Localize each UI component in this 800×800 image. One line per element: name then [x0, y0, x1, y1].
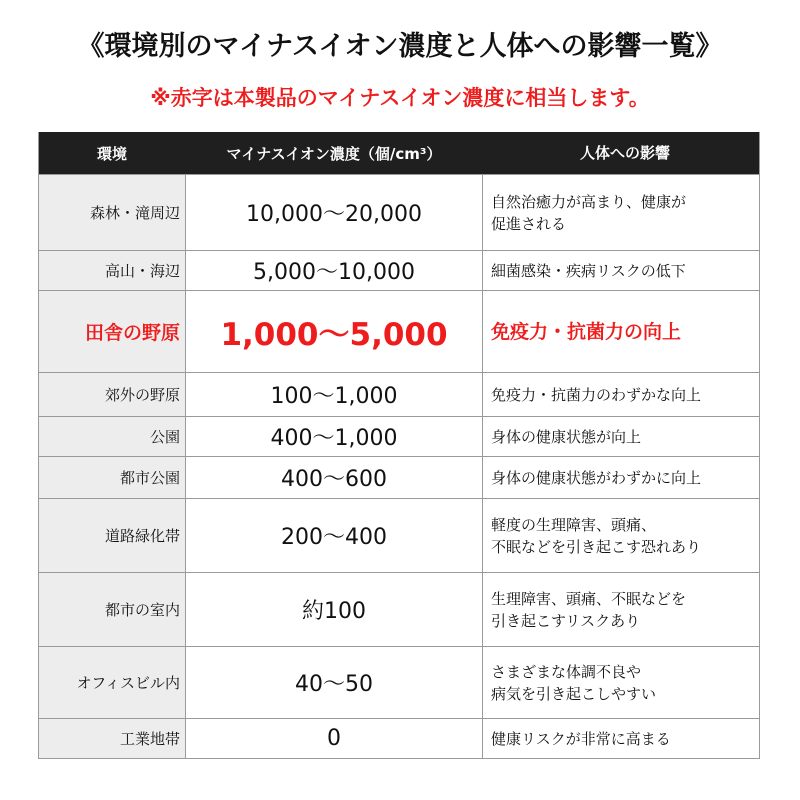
header-effect: 人体への影響 [482, 132, 759, 174]
environment-cell: 工業地帯 [39, 719, 185, 758]
concentration-cell: 0 [185, 719, 482, 758]
effect-cell [482, 573, 759, 646]
effect-cell [482, 417, 759, 456]
table-row [39, 416, 759, 456]
table-header-row [39, 132, 759, 174]
concentration-cell: 5,000〜10,000 [185, 251, 482, 290]
effect-cell [482, 719, 759, 758]
page-title: 《環境別のマイナスイオン濃度と人体への影響一覧》 [77, 31, 723, 62]
environment-cell: 都市公園 [39, 457, 185, 498]
environment-cell: 公園 [39, 417, 185, 456]
effect-cell [482, 457, 759, 498]
effect-line: 促進される [491, 214, 567, 233]
effect-cell [482, 175, 759, 250]
effect-line: 免疫力・抗菌力のわずかな向上 [491, 385, 702, 404]
effect-line: 自然治癒力が高まり、健康が [491, 192, 687, 211]
table-row [39, 718, 759, 758]
effect-line: 身体の健康状態が向上 [491, 427, 642, 446]
environment-cell: 道路緑化帯 [39, 499, 185, 572]
environment-cell: オフィスビル内 [39, 647, 185, 718]
effect-cell [482, 373, 759, 416]
table-row [39, 456, 759, 498]
header-concentration: マイナスイオン濃度（個/cm³） [185, 132, 482, 174]
effect-line: 細菌感染・疾病リスクの低下 [491, 261, 686, 280]
effect-line: 病気を引き起こしやすい [491, 684, 657, 703]
ion-table [38, 132, 760, 759]
environment-cell: 都市の室内 [39, 573, 185, 646]
red-text-note: ※赤字は本製品のマイナスイオン濃度に相当します。 [150, 86, 650, 110]
effect-cell [482, 291, 759, 372]
concentration-cell: 約100 [185, 573, 482, 646]
table-row [39, 646, 759, 718]
concentration-cell: 10,000〜20,000 [185, 175, 482, 250]
effect-cell [482, 251, 759, 290]
effect-line: 免疫力・抗菌力の向上 [491, 320, 682, 343]
table-row [39, 290, 759, 372]
effect-cell [482, 499, 759, 572]
effect-line: 軽度の生理障害、頭痛、 [491, 515, 657, 534]
concentration-cell: 100〜1,000 [185, 373, 482, 416]
effect-line: 不眠などを引き起こす恐れあり [491, 537, 702, 556]
table-body [39, 174, 759, 758]
effect-line: 引き起こすリスクあり [491, 611, 641, 630]
concentration-cell: 1,000〜5,000 [185, 291, 482, 372]
table-row [39, 372, 759, 416]
environment-cell: 郊外の野原 [39, 373, 185, 416]
concentration-cell: 200〜400 [185, 499, 482, 572]
header-environment: 環境 [39, 132, 185, 174]
table-row [39, 572, 759, 646]
effect-line: さまざまな体調不良や [491, 662, 642, 681]
effect-line: 健康リスクが非常に高まる [491, 729, 671, 748]
table-row [39, 250, 759, 290]
concentration-cell: 400〜600 [185, 457, 482, 498]
table-row [39, 498, 759, 572]
effect-line: 生理障害、頭痛、不眠などを [491, 589, 687, 608]
environment-cell: 森林・滝周辺 [39, 175, 185, 250]
table-row [39, 174, 759, 250]
environment-cell: 高山・海辺 [39, 251, 185, 290]
concentration-cell: 400〜1,000 [185, 417, 482, 456]
environment-cell: 田舎の野原 [39, 291, 185, 372]
effect-line: 身体の健康状態がわずかに向上 [491, 468, 702, 487]
concentration-cell: 40〜50 [185, 647, 482, 718]
effect-cell [482, 647, 759, 718]
